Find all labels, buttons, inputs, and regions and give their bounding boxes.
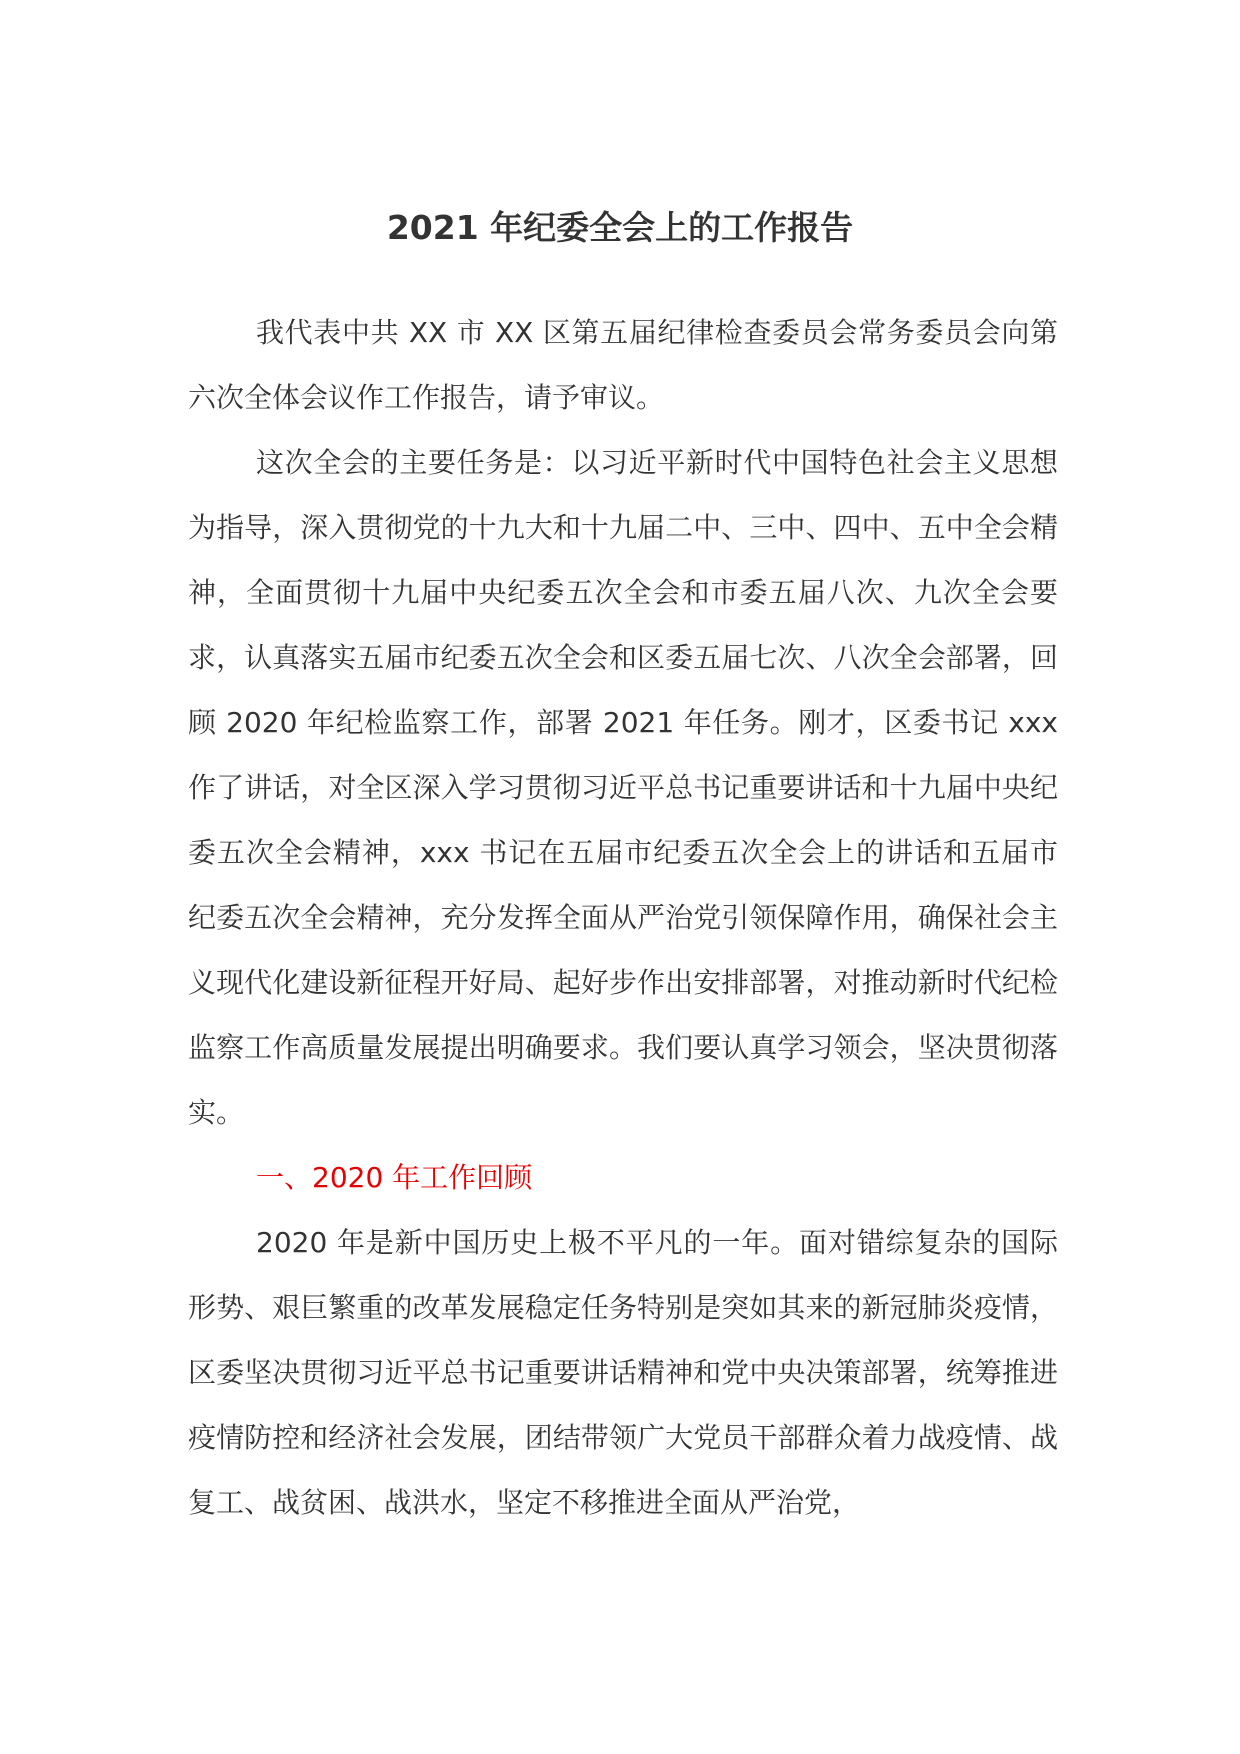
section-heading: 一、2020 年工作回顾 xyxy=(256,1161,533,1194)
document-body xyxy=(188,300,1058,1535)
paragraph-intro: 我代表中共 XX 市 XX 区第五届纪律检查委员会常务委员会向第六次全体会议作工作报告，请予审议。 xyxy=(188,316,1058,414)
document-title: 2021 年纪委全会上的工作报告 xyxy=(386,208,854,247)
paragraph-review: 2020 年是新中国历史上极不平凡的一年。面对错综复杂的国际形势、艰巨繁重的改革发展稳定任务特别是突如其来的新冠肺炎疫情，区委坚决贯彻习近平总书记重要讲话精神和党中央决策部署，统筹推进疫情防控和经济社会发展，团结带领广大党员干部群众着力战疫情、战复工、战贫困、战洪水，坚定不移推进全面从严治党， xyxy=(188,1226,1058,1519)
paragraph-main-task: 这次全会的主要任务是：以习近平新时代中国特色社会主义思想为指导，深入贯彻党的十九大和十九届二中、三中、四中、五中全会精神，全面贯彻十九届中央纪委五次全会和市委五届八次、九次全会要求，认真落实五届市纪委五次全会和区委五届七次、八次全会部署，回顾 2020 年纪检监察工作，部署 2021 年任务。刚才，区委书记 xxx 作了讲话，对全区深入学习贯彻习近平总书记重要讲话和十九届中央纪委五次全会精神，xxx 书记在五届市纪委五次全会上的讲话和五届市纪委五次全会精神，充分发挥全面从严治党引领保障作用，确保社会主义现代化建设新征程开好局、起好步作出安排部署，对推动新时代纪检监察工作高质量发展提出明确要求。我们要认真学习领会，坚决贯彻落实。 xyxy=(188,446,1058,1129)
